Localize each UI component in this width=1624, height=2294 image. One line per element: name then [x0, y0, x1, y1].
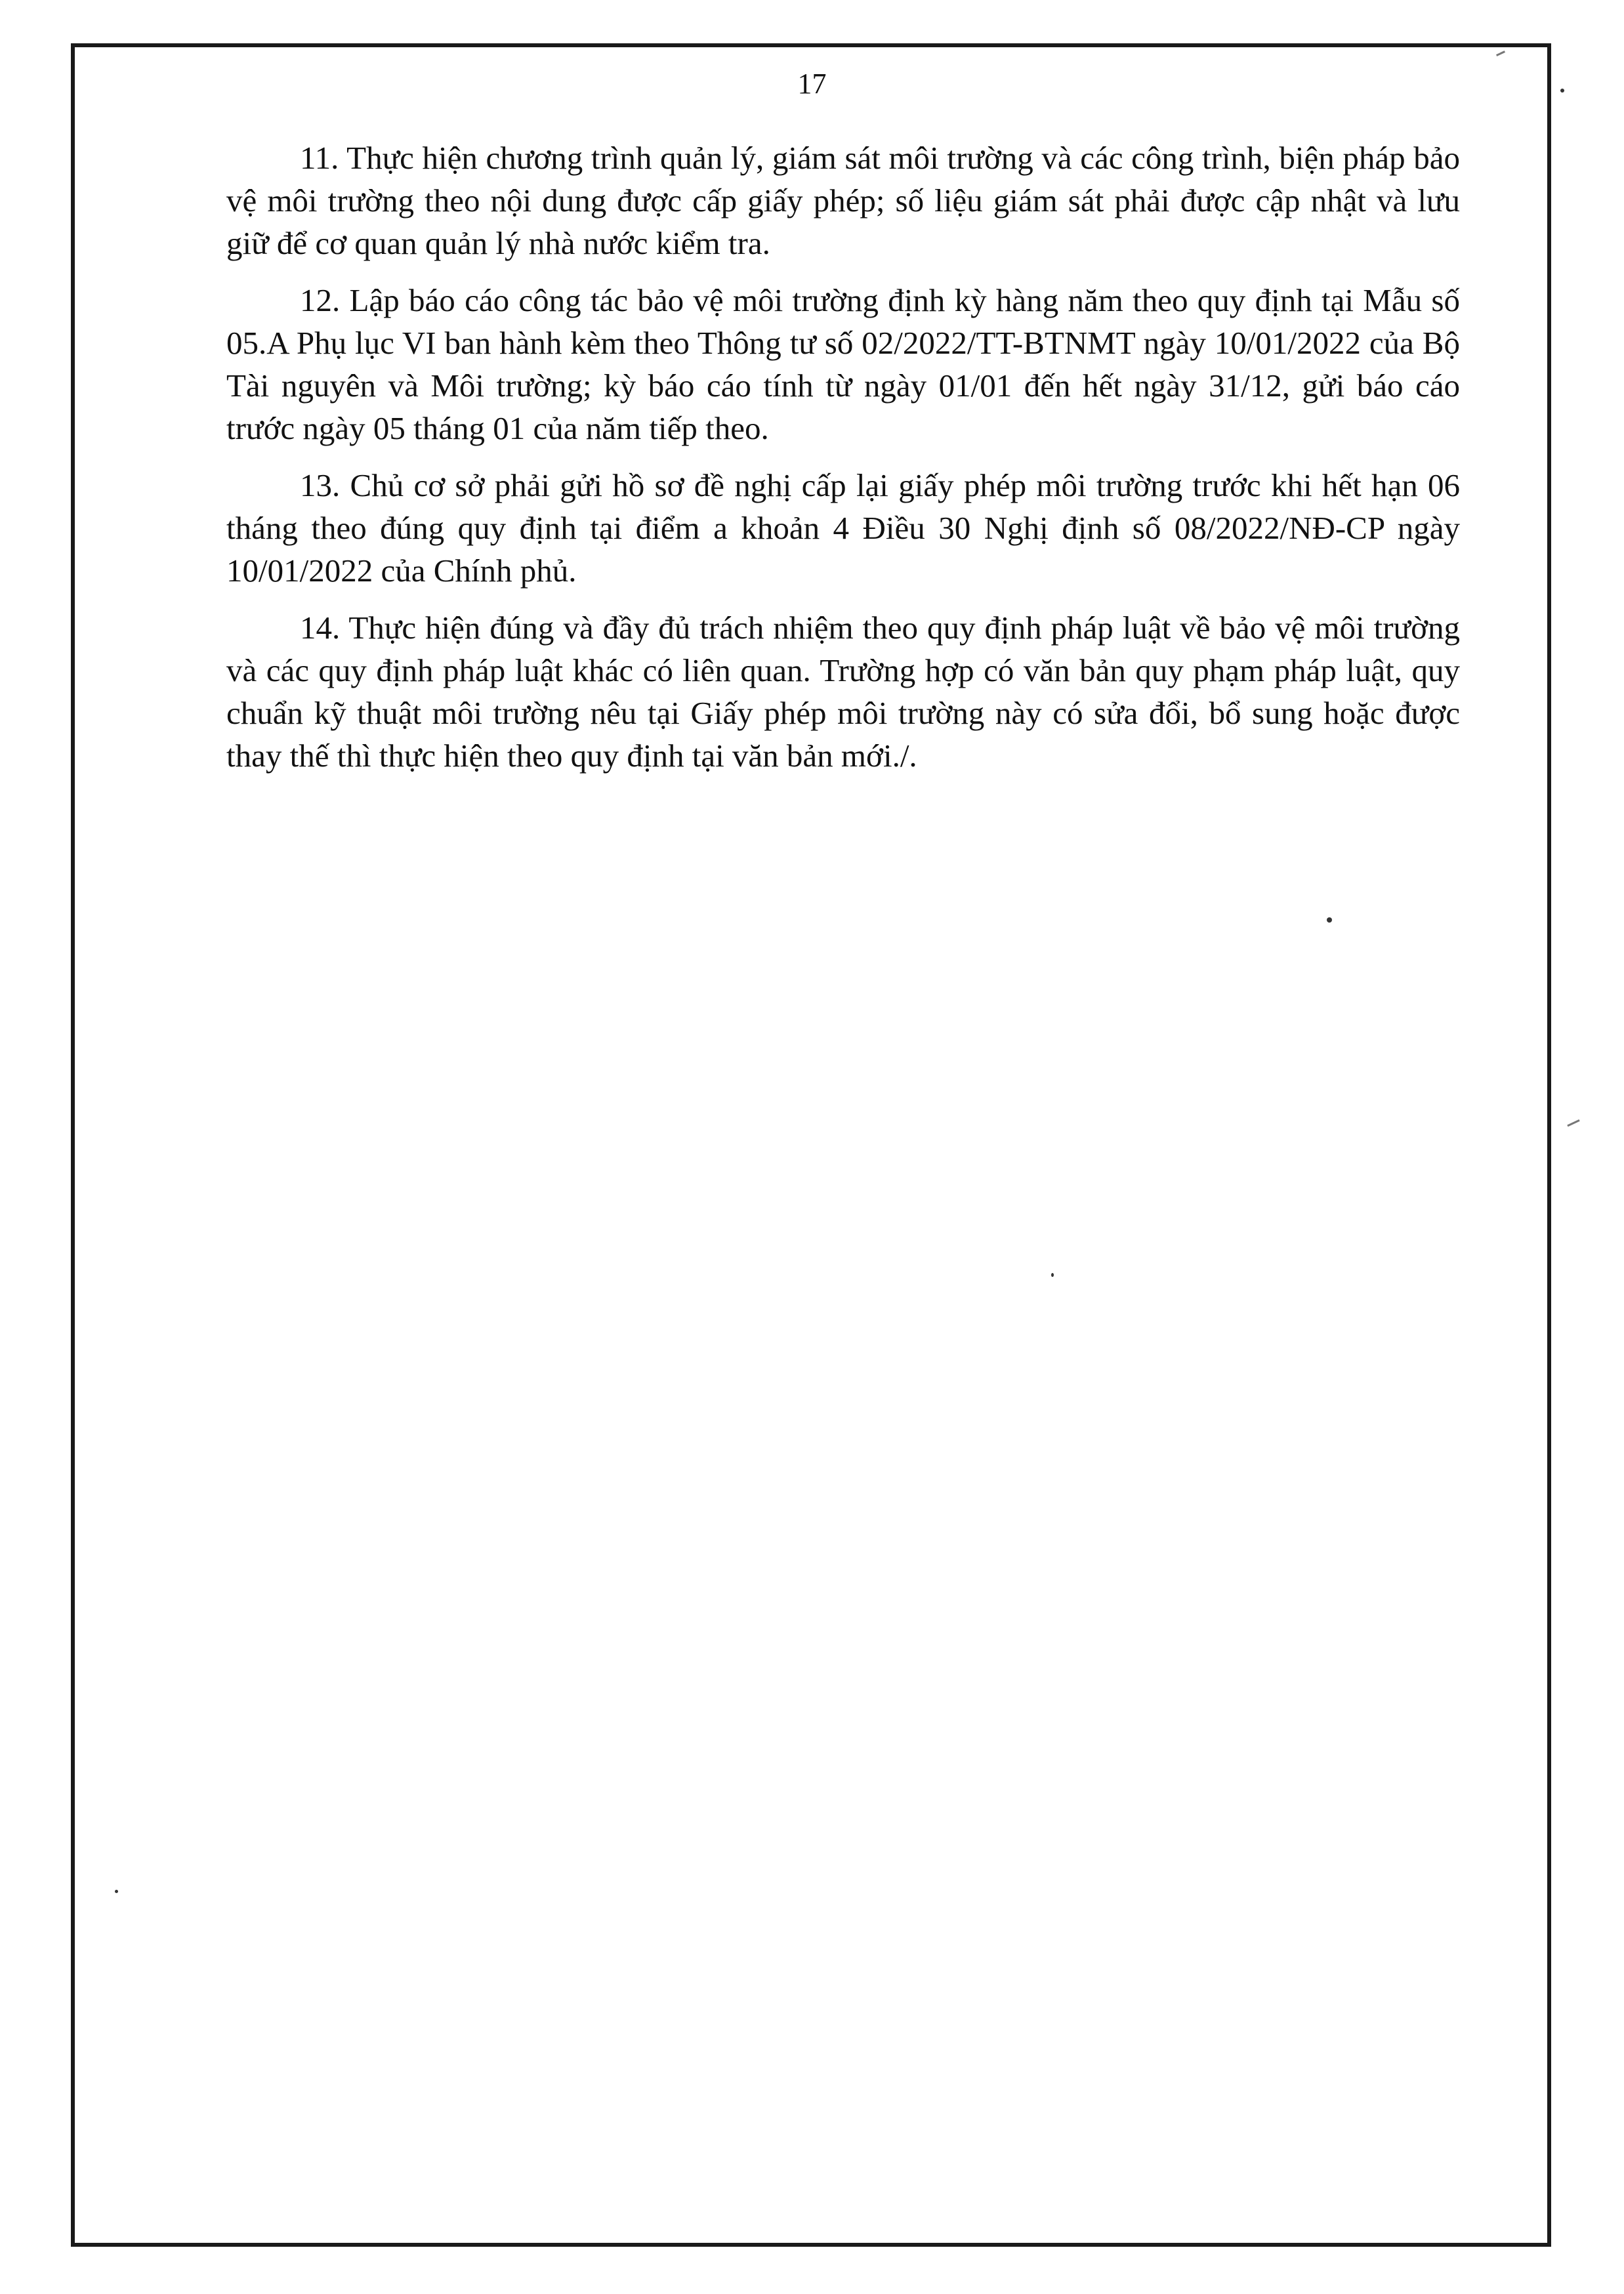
paragraph-item-13: 13. Chủ cơ sở phải gửi hồ sơ đề nghị cấp lại giấy phép môi trường trước khi hết hạn 06 tháng theo đúng quy định tại điểm a khoản 4 Điều 30 Nghị định số 08/2022/NĐ-CP ngày 10/01/2022 của Chính phủ. — [226, 467, 1460, 589]
paragraph-item-11: 11. Thực hiện chương trình quản lý, giám sát môi trường và các công trình, biện pháp bảo vệ môi trường theo nội dung được cấp giấy phép; số liệu giám sát phải được cập nhật và lưu giữ để cơ quan quản lý nhà nước kiểm tra. — [226, 140, 1460, 261]
document-body — [226, 136, 1460, 791]
page-number: 17 — [797, 68, 827, 100]
scan-speck — [1327, 917, 1332, 923]
scan-speck — [1567, 1119, 1579, 1127]
scan-speck — [115, 1890, 118, 1893]
scan-speck — [1051, 1273, 1054, 1277]
paragraph-item-14: 14. Thực hiện đúng và đầy đủ trách nhiệm theo quy định pháp luật về bảo vệ môi trường và các quy định pháp luật khác có liên quan. Trường hợp có văn bản quy phạm pháp luật, quy chuẩn kỹ thuật môi trường nêu tại Giấy phép môi trường này có sửa đổi, bổ sung hoặc được thay thế thì thực hiện theo quy định tại văn bản mới./. — [226, 610, 1460, 774]
scan-speck — [1560, 89, 1564, 93]
paragraph-item-12: 12. Lập báo cáo công tác bảo vệ môi trường định kỳ hàng năm theo quy định tại Mẫu số 05.A Phụ lục VI ban hành kèm theo Thông tư số 02/2022/TT-BTNMT ngày 10/01/2022 của Bộ Tài nguyên và Môi trường; kỳ báo cáo tính từ ngày 01/01 đến hết ngày 31/12, gửi báo cáo trước ngày 05 tháng 01 của năm tiếp theo. — [226, 282, 1460, 446]
